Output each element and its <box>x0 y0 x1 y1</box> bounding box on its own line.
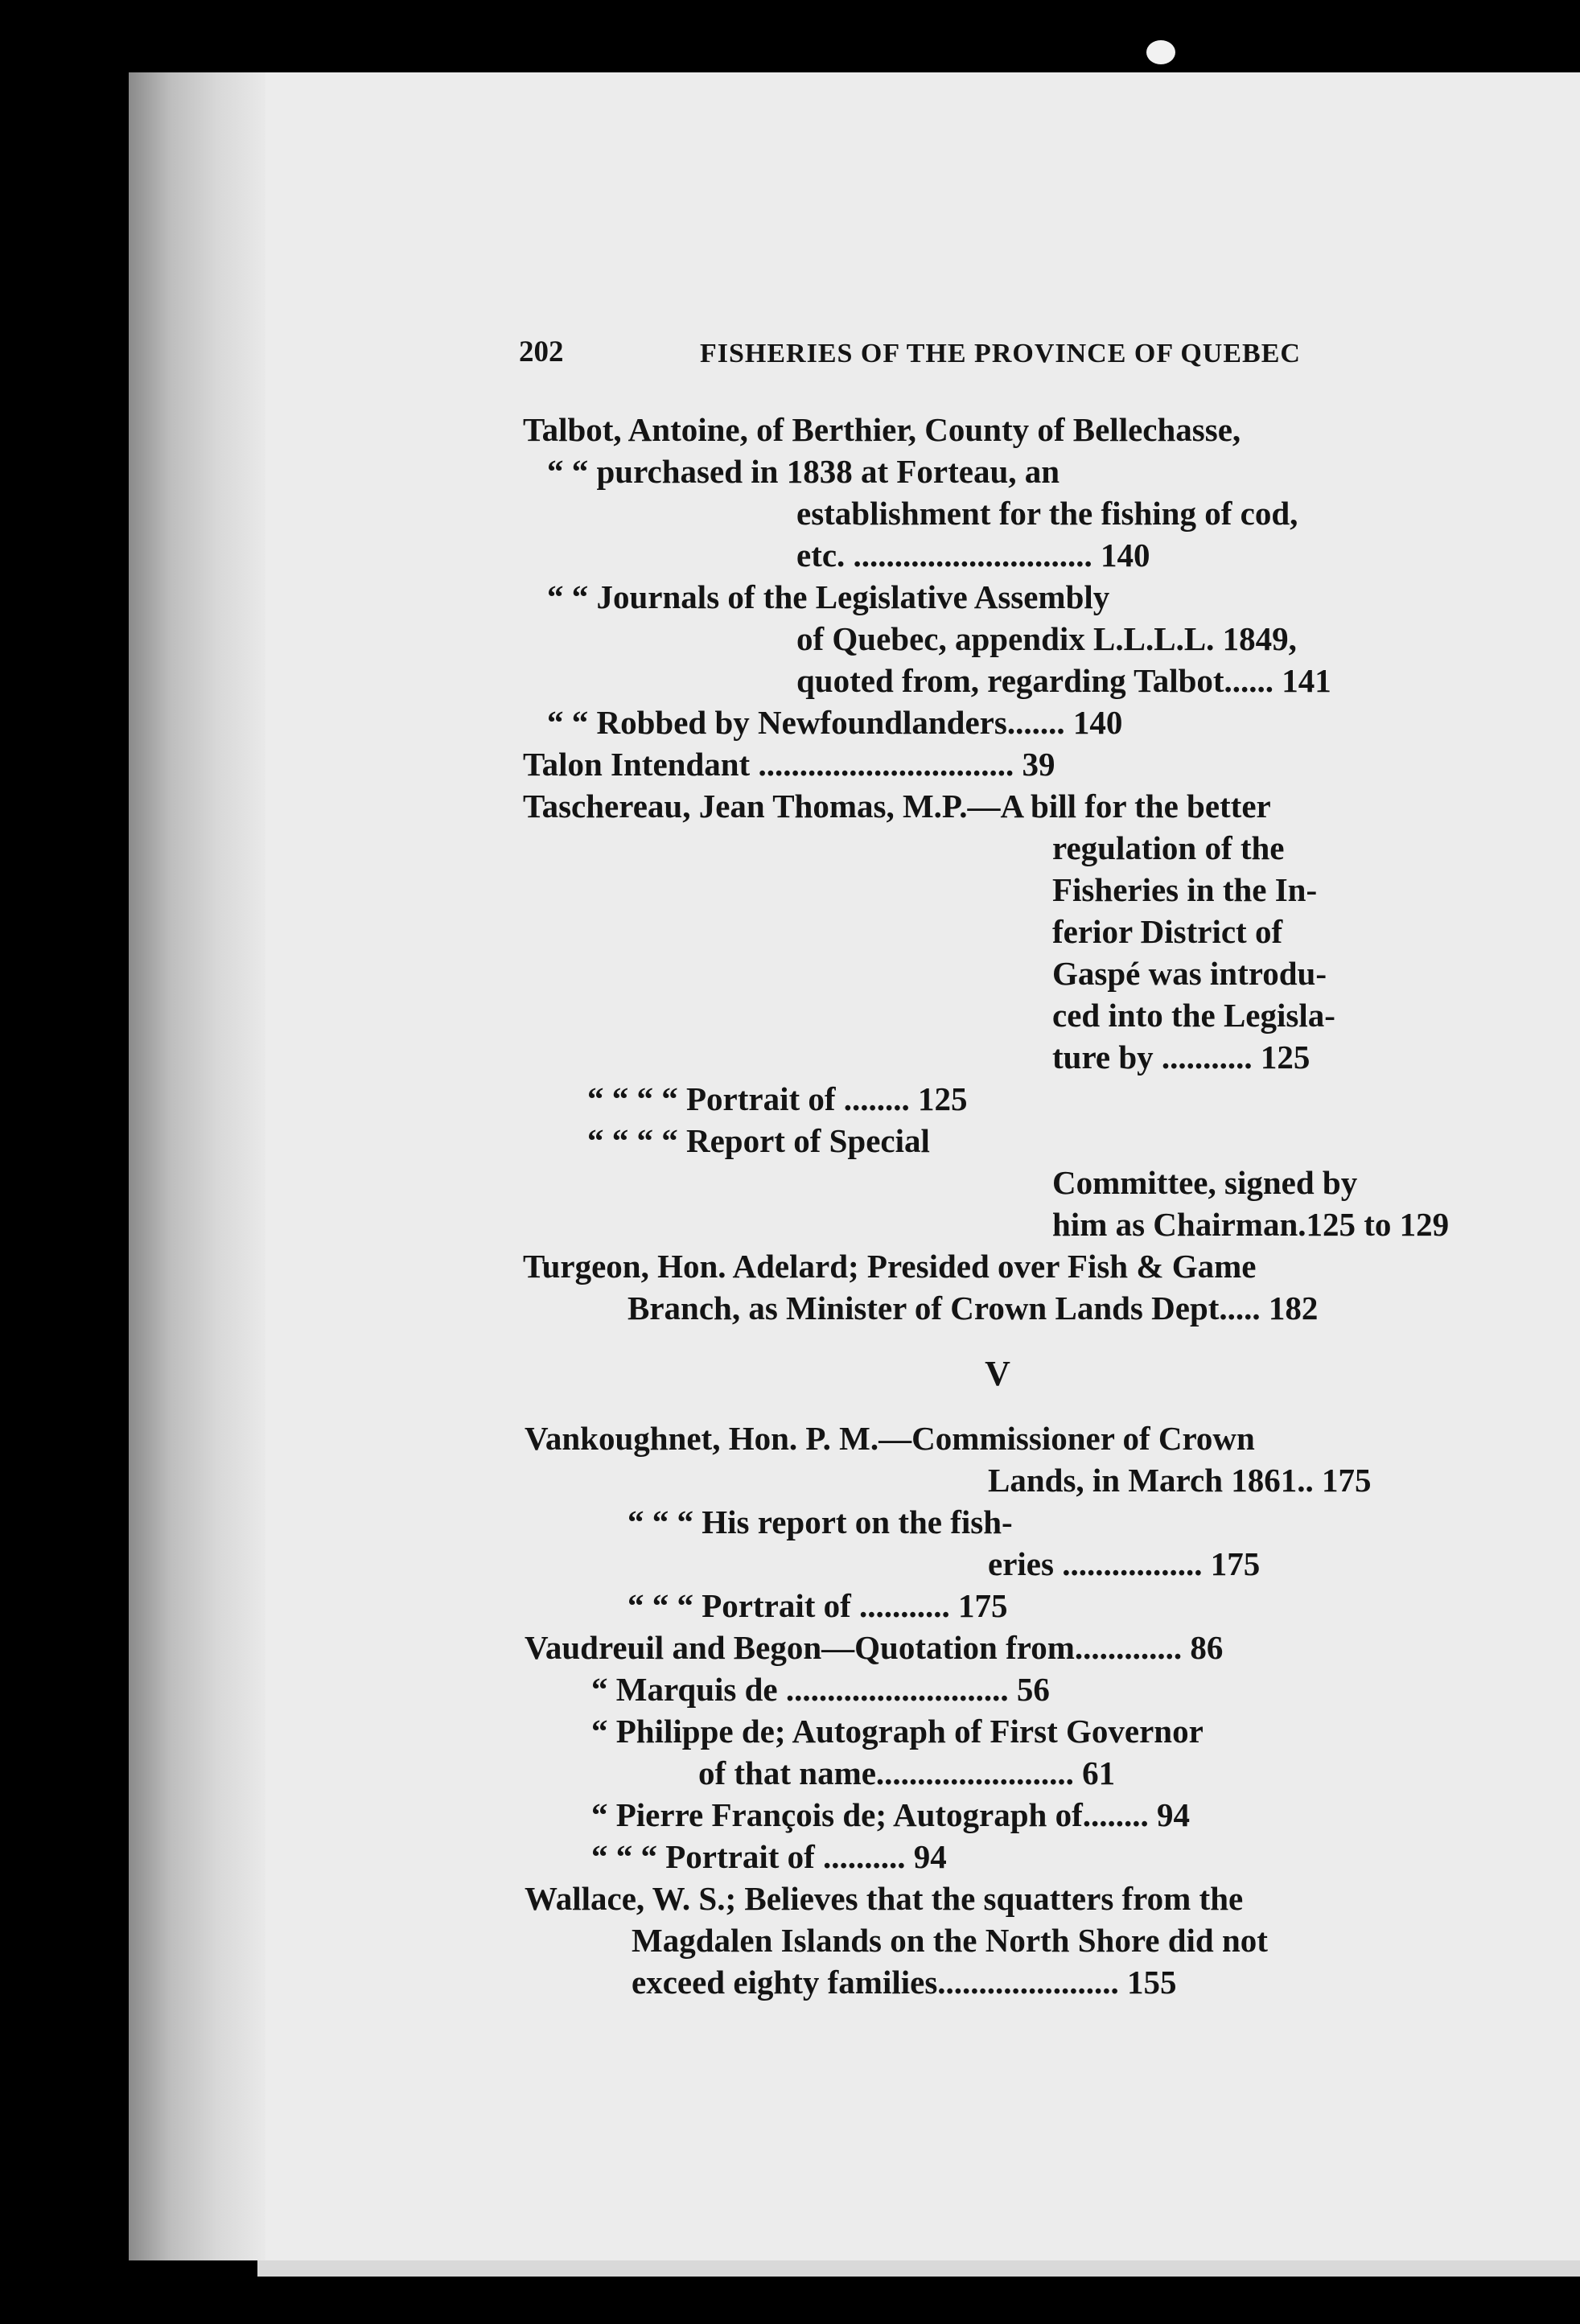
index-line: Talbot, Antoine, of Berthier, County of Bellechasse, <box>523 411 1241 448</box>
index-line: “ “ “ Portrait of .......... 94 <box>591 1838 947 1875</box>
running-title: FISHERIES OF THE PROVINCE OF QUEBEC <box>700 339 1301 368</box>
index-line: “ “ “ “ Portrait of ........ 125 <box>587 1080 968 1117</box>
index-line: “ Pierre François de; Autograph of........ 94 <box>591 1796 1190 1833</box>
page-number: 202 <box>519 335 564 368</box>
index-line: “ “ “ “ Report of Special <box>587 1122 930 1159</box>
index-line: Magdalen Islands on the North Shore did not <box>632 1922 1268 1959</box>
index-line: “ “ Robbed by Newfoundlanders....... 140 <box>547 704 1123 741</box>
index-line: of Quebec, appendix L.L.L.L. 1849, <box>796 620 1297 657</box>
index-line: him as Chairman.125 to 129 <box>1052 1206 1450 1243</box>
index-line: Vankoughnet, Hon. P. M.—Commissioner of Crown <box>525 1420 1255 1457</box>
index-line: quoted from, regarding Talbot...... 141 <box>796 662 1331 699</box>
section-letter: V <box>985 1354 1010 1393</box>
index-line: exceed eighty families...................... 155 <box>632 1964 1177 2001</box>
page-gutter-shadow <box>129 72 265 2260</box>
index-line: “ “ purchased in 1838 at Forteau, an <box>547 453 1060 490</box>
index-line: Talon Intendant ............................... 39 <box>523 746 1055 783</box>
index-line: Vaudreuil and Begon—Quotation from............. 86 <box>525 1629 1224 1666</box>
index-line: eries ................. 175 <box>988 1545 1261 1582</box>
index-line: Branch, as Minister of Crown Lands Dept..... 182 <box>627 1290 1319 1327</box>
index-line: establishment for the fishing of cod, <box>796 495 1298 532</box>
index-line: “ Philippe de; Autograph of First Governor <box>591 1713 1204 1750</box>
index-line: ced into the Legisla- <box>1052 997 1335 1034</box>
index-line: Lands, in March 1861.. 175 <box>988 1462 1372 1499</box>
index-line: Committee, signed by <box>1052 1164 1358 1201</box>
index-line: of that name........................ 61 <box>698 1754 1116 1791</box>
index-line: “ “ Journals of the Legislative Assembly <box>547 578 1110 615</box>
scan-speck <box>1146 40 1175 64</box>
index-line: “ “ “ His report on the fish- <box>627 1503 1013 1540</box>
index-line: Taschereau, Jean Thomas, M.P.—A bill for the better <box>523 788 1271 825</box>
index-line: Turgeon, Hon. Adelard; Presided over Fish & Game <box>523 1248 1257 1285</box>
index-line: Fisheries in the In- <box>1052 871 1318 908</box>
index-line: etc. ............................. 140 <box>796 537 1150 574</box>
index-line: Gaspé was introdu- <box>1052 955 1327 992</box>
index-line: ture by ........... 125 <box>1052 1039 1310 1076</box>
index-line: “ Marquis de ........................... 56 <box>591 1671 1050 1708</box>
page-bottom-edge <box>257 2260 1580 2277</box>
index-line: ferior District of <box>1052 913 1283 950</box>
index-line: “ “ “ Portrait of ........... 175 <box>627 1587 1008 1624</box>
index-line: regulation of the <box>1052 829 1285 866</box>
index-line: Wallace, W. S.; Believes that the squatters from the <box>525 1880 1244 1917</box>
